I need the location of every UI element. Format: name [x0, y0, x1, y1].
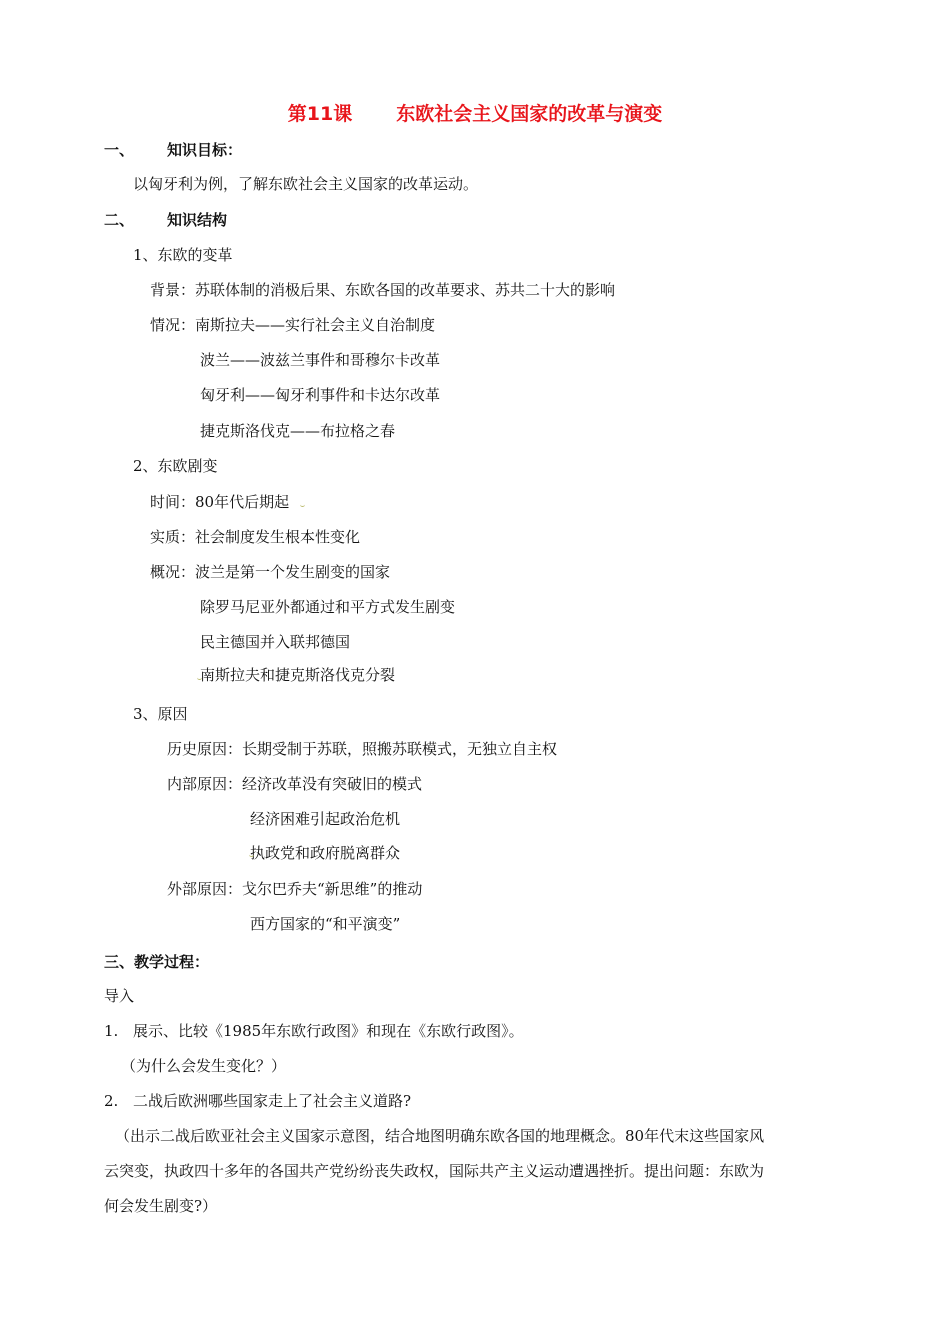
paragraph-line: 云突变，执政四十多年的各国共产党纷纷丧失政权，国际共产主义运动遭遇挫折。提出问题：东欧为: [104, 1162, 765, 1180]
section1-heading: 知识目标：: [167, 141, 243, 159]
section1-number: 一、: [104, 141, 135, 159]
part2-heading: 2、东欧剧变: [133, 457, 218, 475]
item-number: 1.: [104, 1022, 119, 1040]
item-text: 展示、比较《1985年东欧行政图》和现在《东欧行政图》。: [133, 1022, 524, 1040]
revision-mark: [300, 503, 305, 507]
page-title: [0, 101, 950, 127]
part2-overview-line: 南斯拉夫和捷克斯洛伐克分裂: [200, 666, 396, 684]
section2-number: 二、: [104, 211, 135, 229]
part1-background: 背景：苏联体制的消极后果、东欧各国的改革要求、苏共二十大的影响: [150, 281, 616, 299]
section3-heading: 三、教学过程：: [104, 953, 210, 971]
part3-heading: 3、原因: [133, 705, 188, 723]
part3-external-line: 外部原因：戈尔巴乔夫“新思维”的推动: [167, 880, 423, 898]
paragraph-line: （出示二战后欧亚社会主义国家示意图，结合地图明确东欧各国的地理概念。80年代末这些国家风: [115, 1127, 765, 1145]
part3-internal-line: 内部原因：经济改革没有突破旧的模式: [167, 775, 423, 793]
section2-heading: 知识结构: [167, 211, 228, 229]
item-note: （为什么会发生变化？）: [121, 1057, 287, 1075]
part2-overview-line: 概况：波兰是第一个发生剧变的国家: [150, 563, 391, 581]
lesson-number: 第11课: [287, 103, 353, 125]
part1-situation-line: 匈牙利——匈牙利事件和卡达尔改革: [200, 386, 441, 404]
part3-external-line: 西方国家的“和平演变”: [250, 915, 401, 933]
paragraph-line: 何会发生剧变?）: [104, 1197, 218, 1215]
part1-heading: 1、东欧的变革: [133, 246, 233, 264]
part2-essence: 实质：社会制度发生根本性变化: [150, 528, 361, 546]
part3-historical: 历史原因：长期受制于苏联，照搬苏联模式，无独立自主权: [167, 740, 558, 758]
item-text: 二战后欧洲哪些国家走上了社会主义道路?: [133, 1092, 412, 1110]
part3-internal-line: 执政党和政府脱离群众: [250, 844, 401, 862]
item-number: 2.: [104, 1092, 119, 1110]
part1-situation-line: 情况：南斯拉夫——实行社会主义自治制度: [150, 316, 436, 334]
part3-internal-line: 经济困难引起政治危机: [250, 810, 401, 828]
part2-overview-line: 民主德国并入联邦德国: [200, 633, 351, 651]
part1-situation-line: 波兰——波兹兰事件和哥穆尔卡改革: [200, 351, 441, 369]
lesson-name: 东欧社会主义国家的改革与演变: [396, 103, 663, 125]
section3-intro: 导入: [104, 987, 135, 1005]
part2-time: 时间：80年代后期起: [150, 493, 290, 511]
part1-situation-line: 捷克斯洛伐克——布拉格之春: [200, 422, 396, 440]
section1-text: 以匈牙利为例，了解东欧社会主义国家的改革运动。: [133, 175, 479, 193]
part2-overview-line: 除罗马尼亚外都通过和平方式发生剧变: [200, 598, 456, 616]
